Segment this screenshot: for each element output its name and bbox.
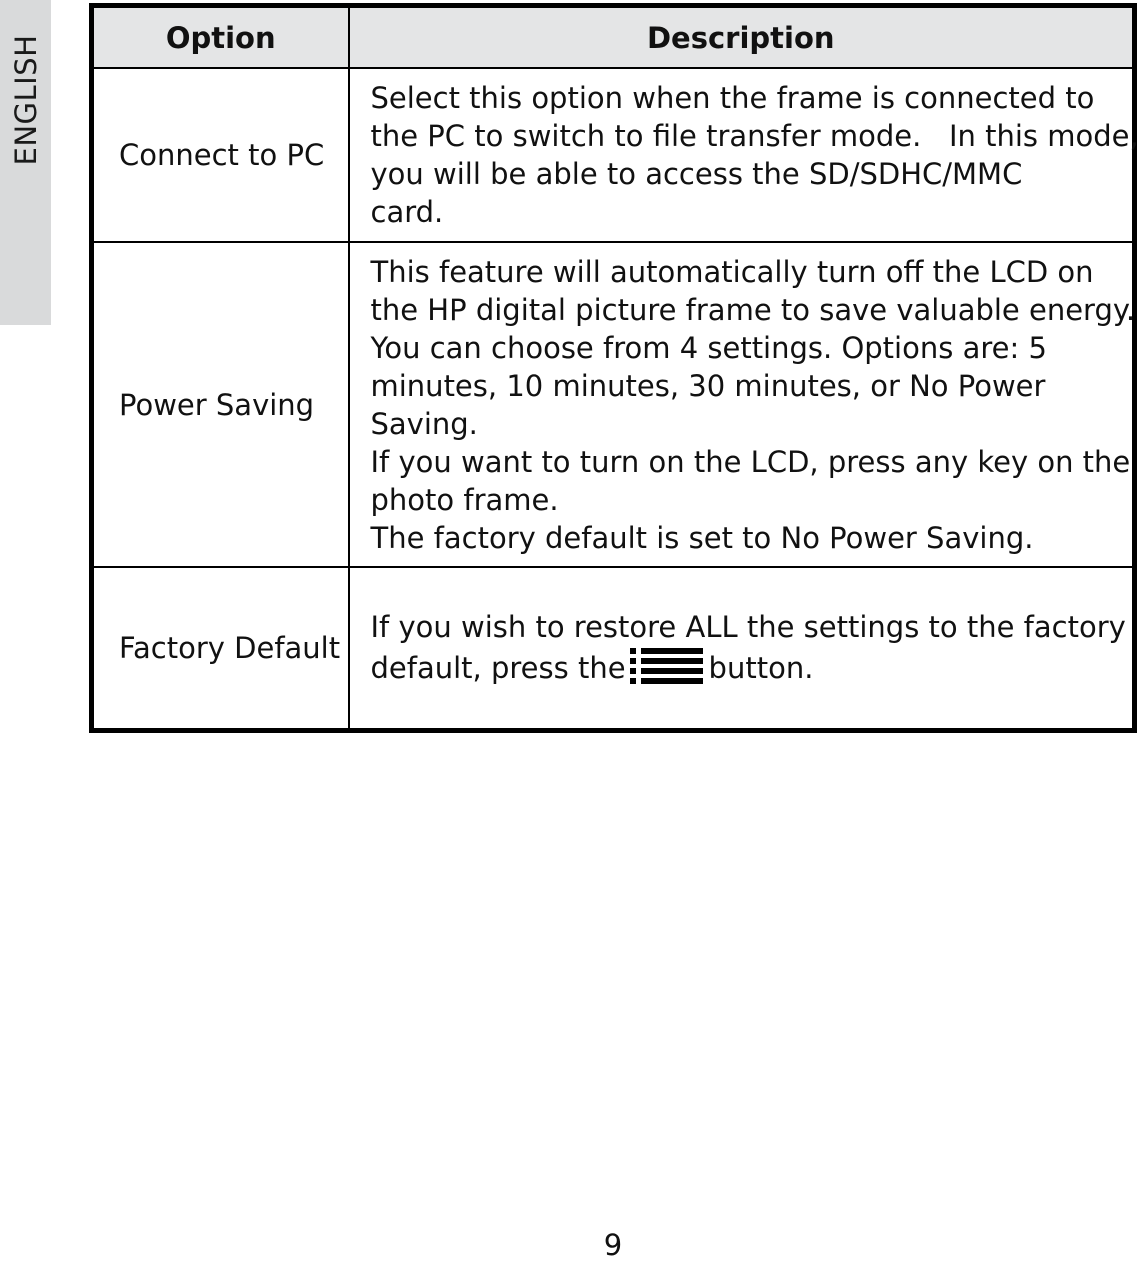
option-name-connect-to-pc: Connect to PC	[92, 68, 349, 242]
description-line: card.	[370, 195, 444, 229]
description-line: The factory default is set to No Power Saving.	[370, 520, 1034, 555]
description-line-with-icon	[371, 646, 1129, 687]
description-column-header: Description	[349, 6, 1135, 69]
table-row	[92, 242, 1135, 567]
description-line: the PC to switch to file transfer mode. In this mode,	[370, 119, 1139, 153]
description-line: If you wish to restore ALL the settings to the factory	[370, 610, 1126, 645]
table-row	[92, 567, 1135, 730]
option-description-power-saving	[349, 242, 1135, 567]
description-line: This feature will automatically turn off the LCD on	[370, 254, 1094, 289]
description-line: you will be able to access the SD/SDHC/MMC	[370, 157, 1023, 191]
description-line: Select this option when the frame is connected to	[370, 81, 1095, 115]
description-text-after-icon: button.	[708, 651, 814, 686]
option-description-factory-default	[349, 567, 1135, 730]
language-side-tab	[0, 0, 51, 325]
page-number: 9	[603, 1228, 623, 1262]
table-header-row	[92, 6, 1135, 69]
option-name-factory-default: Factory Default	[92, 567, 349, 730]
option-column-header: Option	[92, 6, 349, 69]
option-name-power-saving: Power Saving	[92, 242, 349, 567]
language-tab-label: ENGLISH	[9, 34, 43, 166]
description-line: photo frame.	[370, 482, 559, 517]
description-line: If you want to turn on the LCD, press any key on the	[370, 444, 1131, 479]
option-description-connect-to-pc	[349, 68, 1139, 242]
settings-options-table	[89, 3, 1137, 733]
description-line: You can choose from 4 settings. Options are: 5	[370, 330, 1047, 365]
table-row	[92, 68, 1135, 242]
description-line: minutes, 10 minutes, 30 minutes, or No Power	[370, 368, 1046, 403]
description-line: the HP digital picture frame to save valuable energy.	[370, 292, 1136, 327]
description-line: Saving.	[370, 406, 478, 441]
menu-button-icon	[630, 646, 703, 684]
description-text-before-icon: default, press the	[370, 651, 626, 686]
